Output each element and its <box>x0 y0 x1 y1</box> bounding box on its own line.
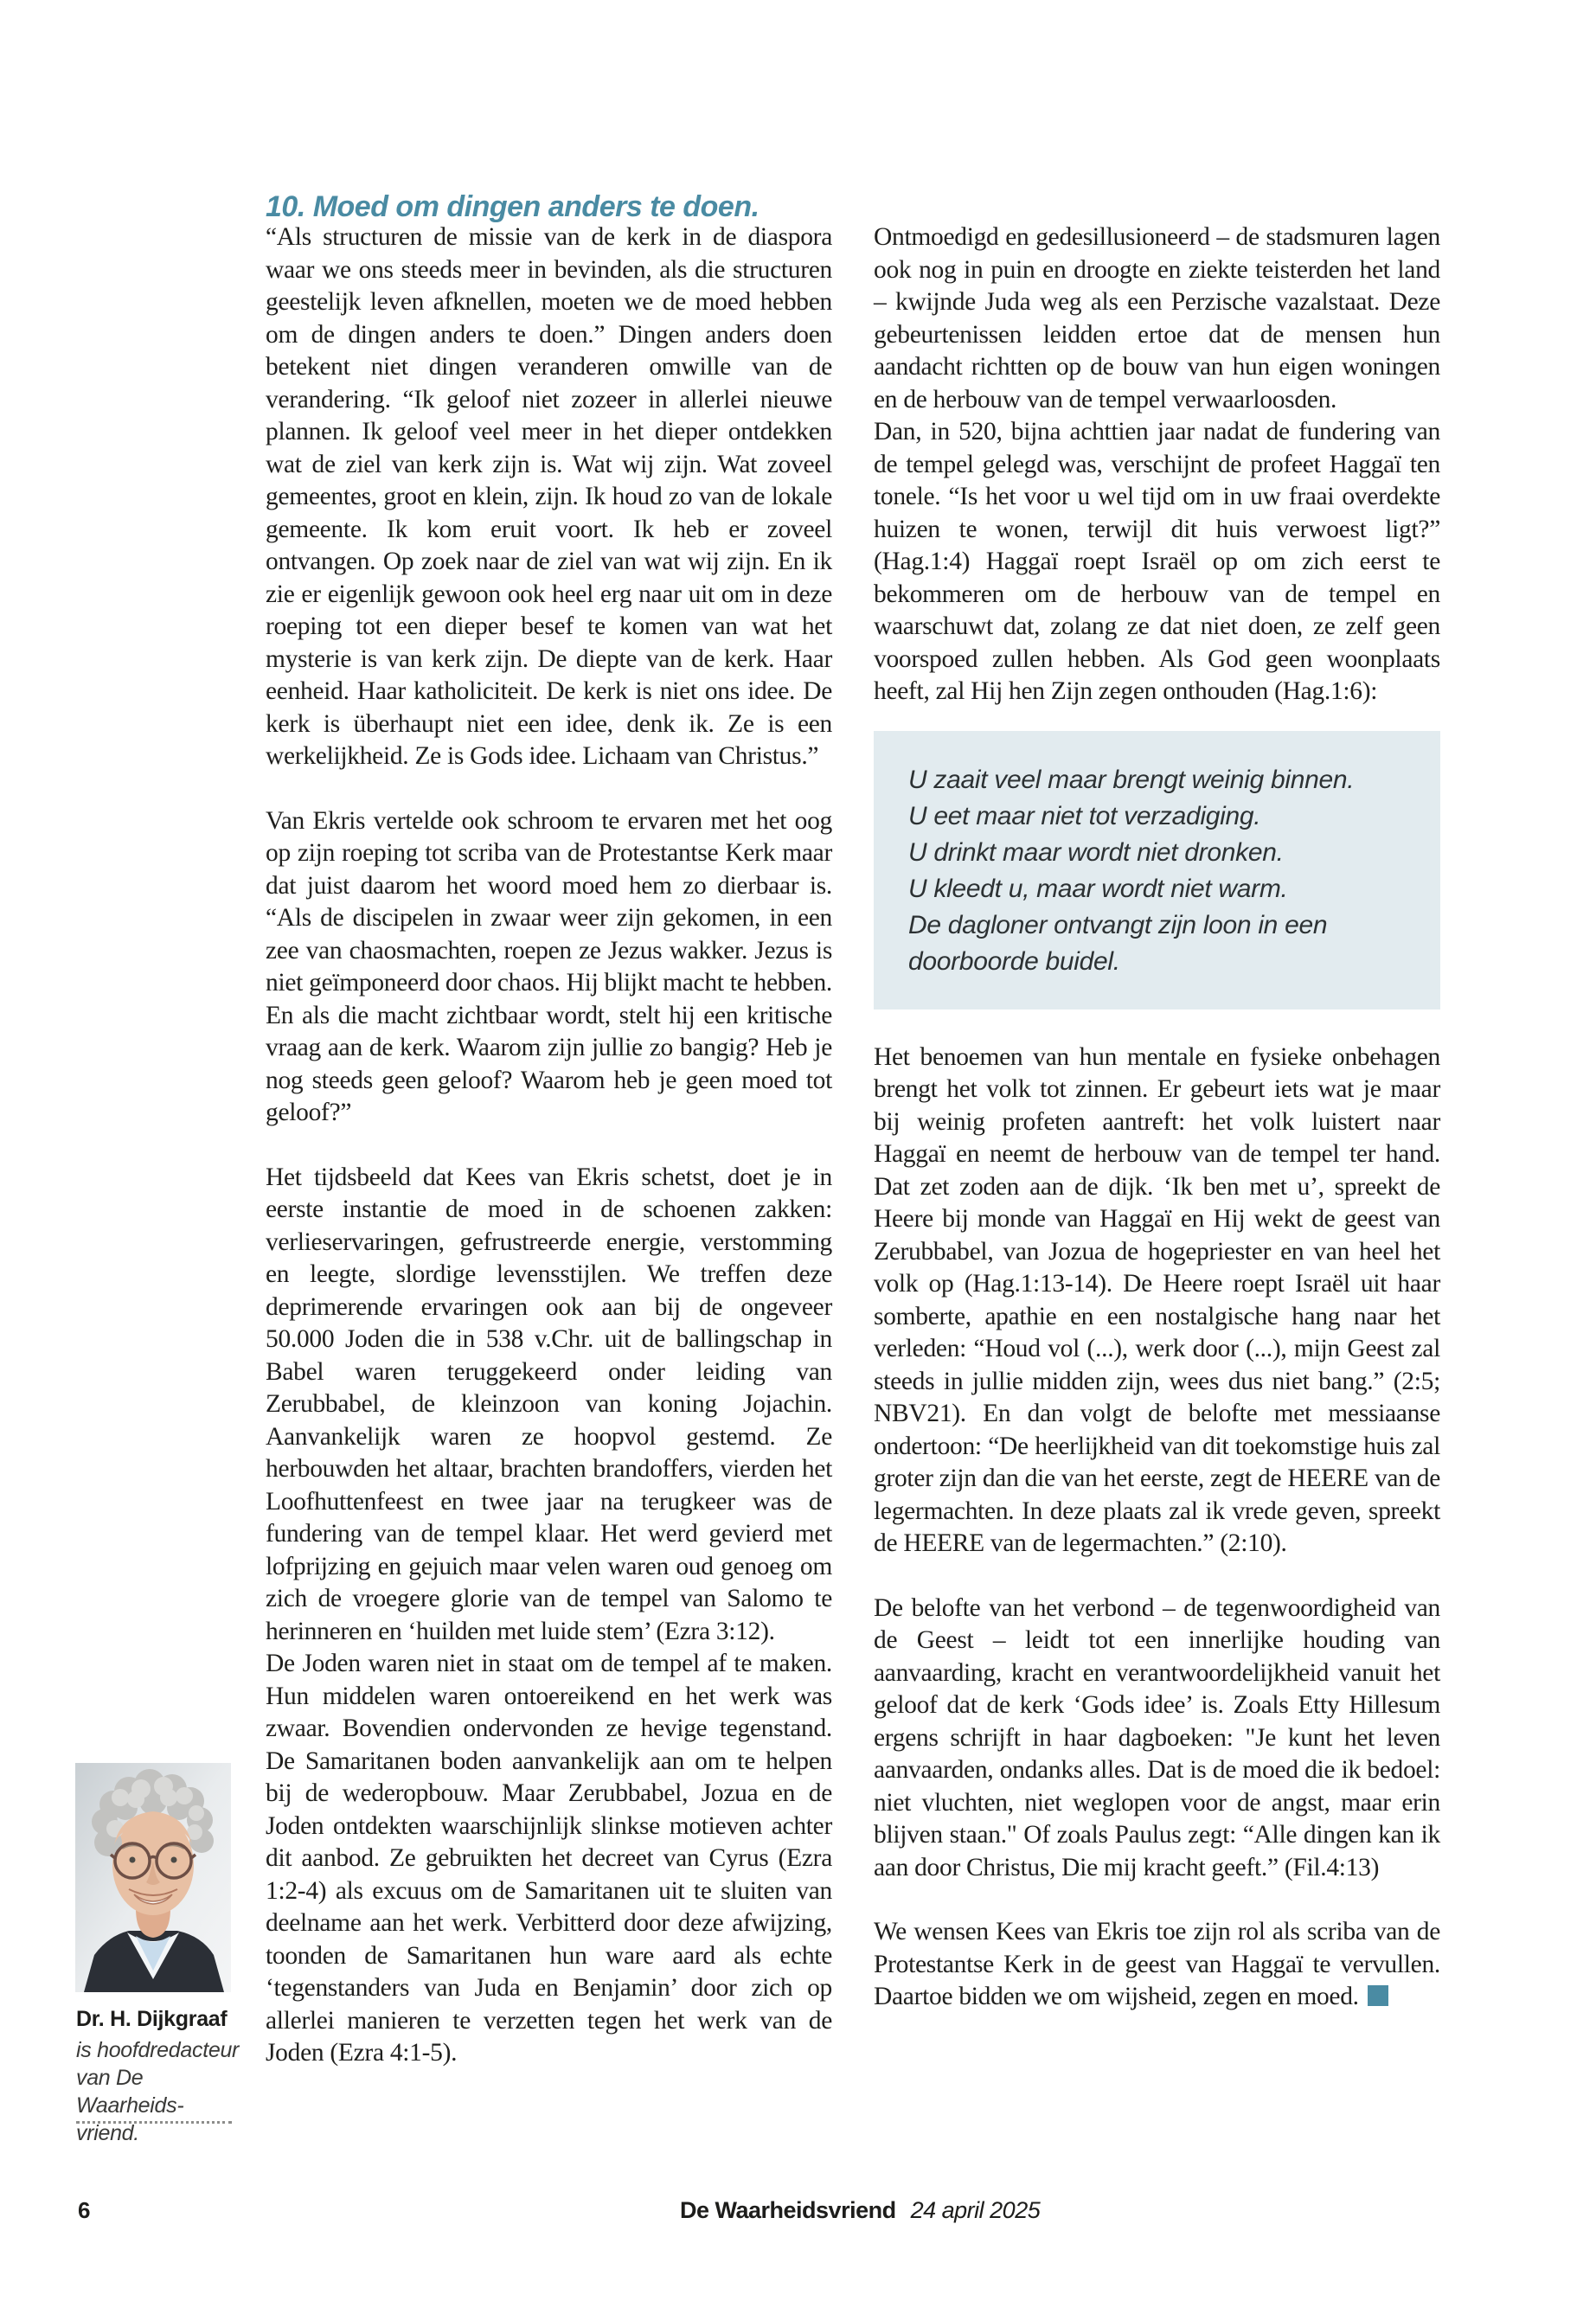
left-text-column <box>266 221 832 2070</box>
blockquote-line: De dagloner ontvangt zijn loon in een <box>908 910 1328 939</box>
closing-paragraph <box>874 1916 1440 2014</box>
paragraph: Ontmoedigd en gedesillusioneerd – de stadsmuren lagen ook nog in puin en droogte en ziekte teisterden het land – kwijnde Juda weg als een Perzische vazalstaat. Deze gebeurtenissen leidden ertoe dat de mensen hun aandacht richtten op de bouw van hun eigen woningen en de herbouw van de tempel verwaarloosden. <box>874 223 1440 413</box>
author-photo <box>75 1763 231 1992</box>
footer <box>680 2197 1040 2224</box>
page-number: 6 <box>78 2197 91 2223</box>
author-role-line: van De Waarheids- <box>76 2066 184 2118</box>
scripture-blockquote <box>874 731 1440 1009</box>
paragraph: Van Ekris vertelde ook schroom te ervaren met het oog op zijn roeping tot scriba van de Protestantse Kerk maar dat juist daarom het woord moed hem zo dierbaar is. “Als de discipelen in zwaar weer zijn gekomen, in een zee van chaosmachten, roepen ze Jezus wakker. Jezus is niet geïmponeerd door chaos. Hij blijkt macht te hebben. En als die macht zichtbaar wordt, stelt hij een kritische vraag aan de kerk. Waarom zijn jullie zo bangig? Heb je nog steeds geen geloof? Waarom heb je geen moed tot geloof?” <box>266 806 832 1126</box>
blockquote-line: U drinkt maar wordt niet dronken. <box>908 837 1284 867</box>
right-text-column <box>874 221 1440 2014</box>
caption-divider <box>76 2121 232 2124</box>
blockquote-line: U kleedt u, maar wordt niet warm. <box>908 874 1288 903</box>
paragraph: Het benoemen van hun mentale en fysieke onbehagen brengt het volk tot zinnen. Er gebeurt iets wat je maar bij weinig profeten aantreft: het volk luistert naar Haggaï en neemt de herbouw van de tempel ter hand. Dat zet zoden aan de dijk. ‘Ik ben met u’, spreekt de Heere bij monde van Haggaï en Hij wekt de geest van Zerubbabel, van Jozua de hogepriester en van heel het volk op (Hag.1:13-14). De Heere roept Israël uit haar somberte, apathie en een nostalgische hang naar het verleden: “Houd vol (...), werk door (...), mijn Geest zal steeds in jullie midden zijn, wees dus niet bang.” (2:5; NBV21). En dan volgt de belofte met messiaanse ondertoon: “De heerlijkheid van dit toekomstige huis zal groter zijn dan die van het eerste, zegt de HEERE van de legermachten. In deze plaats zal ik vrede geven, spreekt de HEERE van de legermachten.” (2:10). <box>874 1042 1440 1557</box>
author-role-line: vriend. <box>76 2121 139 2145</box>
blockquote-line: U eet maar niet tot verzadiging. <box>908 801 1261 830</box>
section-heading: 10. Moed om dingen anders te doen. <box>266 189 760 223</box>
author-name: Dr. H. Dijkgraaf <box>76 2007 228 2031</box>
blockquote-line: doorboorde buidel. <box>908 946 1120 976</box>
paragraph: Het tijdsbeeld dat Kees van Ekris schetst, doet je in eerste instantie de moed in de schoenen zakken: verlieservaringen, gefrustreerde energie, verstomming en leegte, slordige levensstijlen. We treffen deze deprimerende ervaringen ook aan bij de ongeveer 50.000 Joden die in 538 v.Chr. uit de ballingschap in Babel waren teruggekeerd onder leiding van Zerubbabel, de kleinzoon van koning Jojachin. Aanvankelijk waren ze hoopvol gestemd. Ze herbouwden het altaar, brachten brandoffers, vierden het Loofhuttenfeest en twee jaar na terugkeer was de fundering van de tempel klaar. Het werd gevierd met lofprijzing en gejuich maar velen waren oud genoeg om zich de vroegere glorie van de tempel van Salomo te herinneren en ‘huilden met luide stem’ (Ezra 3:12). <box>266 1163 832 1645</box>
footer-brand: De Waarheidsvriend <box>680 2197 896 2223</box>
author-role-line: is hoofdredacteur <box>76 2038 240 2062</box>
closing-paragraph-text: We wensen Kees van Ekris toe zijn rol als scriba van de Protestantse Kerk in de geest van Haggaï te vervullen. Daartoe bidden we om wijsheid, zegen en moed. <box>874 1918 1440 2010</box>
paragraph: Dan, in 520, bijna achttien jaar nadat de fundering van de tempel gelegd was, verschijnt de profeet Haggaï ten tonele. “Is het voor u wel tijd om in uw fraai overdekte huizen te wonen, terwijl dit huis verwoest ligt?” (Hag.1:4) Haggaï roept Israël op om zich eerst te bekommeren om de herbouw van de tempel en waarschuwt dat, zolang ze dat niet doen, ze zelf geen voorspoed zullen hebben. Als God geen woonplaats heeft, zal Hij hen Zijn zegen onthouden (Hag.1:6): <box>874 418 1440 705</box>
author-caption <box>76 2005 249 2147</box>
paragraph: De Joden waren niet in staat om de tempel af te maken. Hun middelen waren ontoereikend en het werk was zwaar. Bovendien ondervonden ze hevige tegenstand. De Samaritanen boden aanvankelijk aan om te helpen bij de wederopbouw. Maar Zerubbabel, Jozua en de Joden ontdekten waarschijnlijk slinkse motieven achter dit aanbod. Ze gebruikten het decreet van Cyrus (Ezra 1:2-4) als excuus om de Samaritanen uit te sluiten van deelname aan het werk. Verbitterd door deze afwijzing, toonden de Samaritanen hun ware aard als echte ‘tegenstanders van Juda en Benjamin’ door zich op allerlei manieren te verzetten tegen het werk van de Joden (Ezra 4:1-5). <box>266 1650 832 2067</box>
footer-date: 24 april 2025 <box>910 2197 1041 2223</box>
paragraph: De belofte van het verbond – de tegenwoordigheid van de Geest – leidt tot een innerlijke houding van aanvaarding, kracht en verantwoordelijkheid vanuit het geloof dat de kerk ‘Gods idee’ is. Zoals Etty Hillesum ergens schrijft in haar dagboeken: "Je kunt het leven aanvaarden, ondanks alles. Dat is de moed die ik bedoel: niet vluchten, niet weglopen voor de angst, maar erin blijven staan." Of zoals Paulus zegt: “Alle dingen kan ik aan door Christus, Die mij kracht geeft.” (Fil.4:13) <box>874 1593 1440 1881</box>
end-of-article-marker <box>1368 1985 1388 2006</box>
blockquote-line: U zaait veel maar brengt weinig binnen. <box>908 765 1355 794</box>
paragraph: “Als structuren de missie van de kerk in de diaspora waar we ons steeds meer in bevinden, als die structuren geestelijk leven afknellen, moeten we de moed hebben om de dingen anders te doen.” Dingen anders doen betekent niet dingen veranderen omwille van de verandering. “Ik geloof niet zozeer in allerlei nieuwe plannen. Ik geloof veel meer in het dieper ontdekken wat de ziel van kerk zijn is. Wat wij zijn. Wat zoveel gemeentes, groot en klein, zijn. Ik houd zo van de lokale gemeente. Ik kom eruit voort. Ik heb er zoveel ontvangen. Op zoek naar de ziel van wat wij zijn. En ik zie er eigenlijk gewoon ook heel erg naar uit om in deze roeping tot een dieper besef te komen van wat het mysterie is van kerk zijn. De diepte van de kerk. Haar eenheid. Haar katholiciteit. De kerk is niet ons idee. De kerk is überhaupt niet een idee, denk ik. Ze is een werkelijkheid. Ze is Gods idee. Lichaam van Christus.” <box>266 223 832 770</box>
